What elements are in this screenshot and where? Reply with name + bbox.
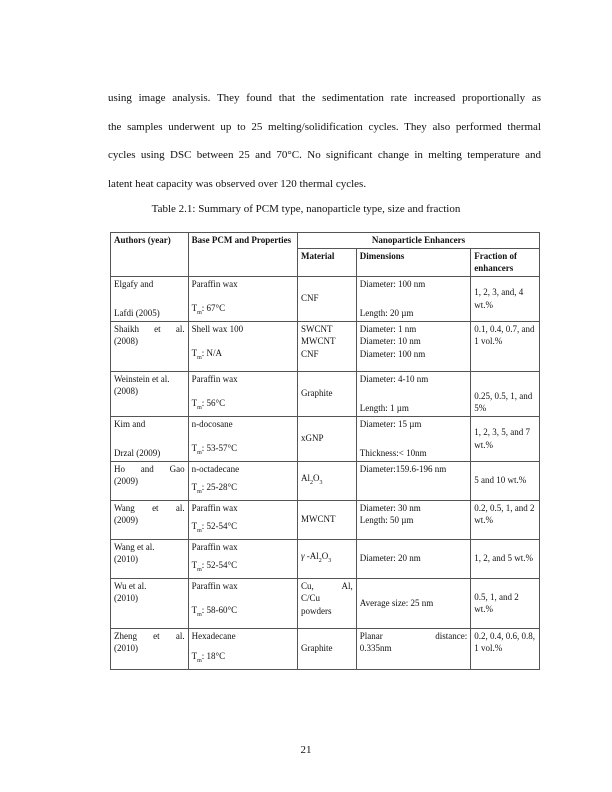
author-cell: Kim and <box>114 418 146 429</box>
paragraph-line: using image analysis. They found that the sedimentation rate increased proportionally as <box>108 92 541 104</box>
table-row <box>111 416 540 461</box>
author-cell: Ho and Gao <box>114 463 185 474</box>
dimension-cell: Diameter: 15 µm <box>359 418 422 429</box>
author-year-cell: (2009) <box>114 515 138 525</box>
material-cell: CNF <box>297 276 356 321</box>
fraction-cell: 0.1, 0.4, 0.7, and 1 vol.% <box>471 321 540 371</box>
material-cell: γ $-Al_2O_3$ <box>297 539 356 578</box>
melting-temp-cell: $T_m$: 52-54°C <box>191 560 238 573</box>
header-dimensions: Dimensions <box>356 248 470 276</box>
author-cell: Wu et al. <box>114 580 147 591</box>
fraction-cell: 1, 2, 3, and, 4 wt.% <box>471 276 540 321</box>
pcm-summary-table <box>110 232 540 670</box>
fraction-cell: 0.2, 0.4, 0.6, 0.8, 1 vol.% <box>471 628 540 669</box>
author-year-cell: Drzal (2009) <box>114 448 161 458</box>
melting-temp-cell: $T_m$: 56°C <box>191 398 226 411</box>
dimension-cell: Average size: 25 nm <box>356 578 470 628</box>
base-pcm-cell: Paraffin wax <box>191 278 238 289</box>
base-pcm-cell: Hexadecane <box>191 630 236 641</box>
page-number: 21 <box>300 744 312 756</box>
fraction-cell: 1, 2, and 5 wt.% <box>471 539 540 578</box>
header-material: Material <box>297 248 356 276</box>
melting-temp-cell: $T_m$: 53-57°C <box>191 443 238 456</box>
table-row <box>111 371 540 416</box>
dimension-cell: Length: 1 µm <box>359 403 409 413</box>
author-cell: Elgafy and <box>114 278 154 289</box>
header-nanoparticle-enhancers: Nanoparticle Enhancers <box>297 233 539 249</box>
table-row <box>111 461 540 500</box>
material-cell: $Al_2O_3$ <box>297 461 356 500</box>
table-row <box>111 578 540 628</box>
base-pcm-cell: n-docosane <box>191 418 233 429</box>
dimension-cell: Diameter: 100 nm <box>359 278 426 289</box>
material-cell: C/Cu <box>300 593 320 603</box>
author-cell: Wang et al. <box>114 502 185 513</box>
fraction-cell: 0.2, 0.5, 1, and 2 wt.% <box>471 500 540 539</box>
header-fraction: Fraction of enhancers <box>471 248 540 276</box>
author-cell: Shaikh et al. <box>114 323 185 334</box>
header-base-pcm: Base PCM and Properties <box>188 233 297 277</box>
base-pcm-cell: Paraffin wax <box>191 541 238 552</box>
material-cell: Graphite <box>297 628 356 669</box>
base-pcm-cell: Paraffin wax <box>191 373 238 384</box>
table-row <box>111 500 540 539</box>
dimension-cell: Length: 20 µm <box>359 308 414 318</box>
material-cell: xGNP <box>297 416 356 461</box>
melting-temp-cell: $T_m$: 52-54°C <box>191 521 238 534</box>
base-pcm-cell: n-octadecane <box>191 463 240 474</box>
author-cell: Weinstein et al. <box>114 373 170 384</box>
body-paragraph <box>108 84 541 198</box>
dimension-cell: Length: 50 µm <box>359 515 414 525</box>
melting-temp-cell: $T_m$: 67°C <box>191 303 226 316</box>
material-cell: powders <box>300 605 332 616</box>
dimension-cell: 0.335nm <box>359 643 392 653</box>
table-header-row <box>111 233 540 249</box>
fraction-cell: 1, 2, 3, 5, and 7 wt.% <box>471 416 540 461</box>
melting-temp-cell: $T_m$: 25-28°C <box>191 482 238 495</box>
author-year-cell: (2010) <box>114 593 138 603</box>
material-cell: Graphite <box>297 371 356 416</box>
fraction-cell: 0.5, 1, and 2 wt.% <box>471 578 540 628</box>
author-year-cell: (2009) <box>114 476 138 486</box>
paragraph-line: cycles using DSC between 25 and 70°C. No significant change in melting temperature and <box>108 149 541 161</box>
table-row <box>111 539 540 578</box>
dimension-cell: Diameter:159.6-196 nm <box>356 461 470 500</box>
dimension-cell: Diameter: 1 nm <box>359 323 417 334</box>
material-cell: SWCNT <box>300 323 333 334</box>
dimension-cell: Diameter: 4-10 nm <box>359 373 429 384</box>
author-year-cell: (2010) <box>114 643 138 653</box>
table-row <box>111 628 540 669</box>
author-year-cell: Lafdi (2005) <box>114 308 160 318</box>
author-year-cell: (2010) <box>114 554 138 564</box>
base-pcm-cell: Shell wax 100 <box>191 323 244 334</box>
table-row <box>111 321 540 371</box>
base-pcm-cell: Paraffin wax <box>191 502 238 513</box>
author-year-cell: (2008) <box>114 336 138 346</box>
dimension-cell: Diameter: 20 nm <box>356 539 470 578</box>
table-row <box>111 276 540 321</box>
dimension-cell: Diameter: 10 nm <box>359 336 421 346</box>
fraction-cell: 0.25, 0.5, 1, and 5% <box>471 371 540 416</box>
dimension-cell: Planar distance: <box>359 630 468 641</box>
table-caption: Table 2.1: Summary of PCM type, nanoparticle type, size and fraction <box>151 203 461 215</box>
melting-temp-cell: $T_m$: N/A <box>191 348 223 361</box>
dimension-cell: Thickness:< 10nm <box>359 448 427 458</box>
author-cell: Wang et al. <box>114 541 155 552</box>
author-cell: Zheng et al. <box>114 630 185 641</box>
melting-temp-cell: $T_m$: 58-60°C <box>191 605 238 618</box>
paragraph-line: latent heat capacity was observed over 120 thermal cycles. <box>108 177 367 190</box>
header-authors: Authors (year) <box>111 233 189 277</box>
material-cell: MWCNT <box>300 336 336 346</box>
fraction-cell: 5 and 10 wt.% <box>471 461 540 500</box>
dimension-cell: Diameter: 30 nm <box>359 502 421 513</box>
melting-temp-cell: $T_m$: 18°C <box>191 651 226 664</box>
paragraph-line: the samples underwent up to 25 melting/solidification cycles. They also performed thermal <box>108 120 541 133</box>
material-cell: CNF <box>300 348 319 359</box>
material-cell: Cu, Al, <box>300 580 353 591</box>
author-year-cell: (2008) <box>114 386 138 396</box>
dimension-cell: Diameter: 100 nm <box>359 348 426 359</box>
material-cell: MWCNT <box>297 500 356 539</box>
base-pcm-cell: Paraffin wax <box>191 580 238 591</box>
